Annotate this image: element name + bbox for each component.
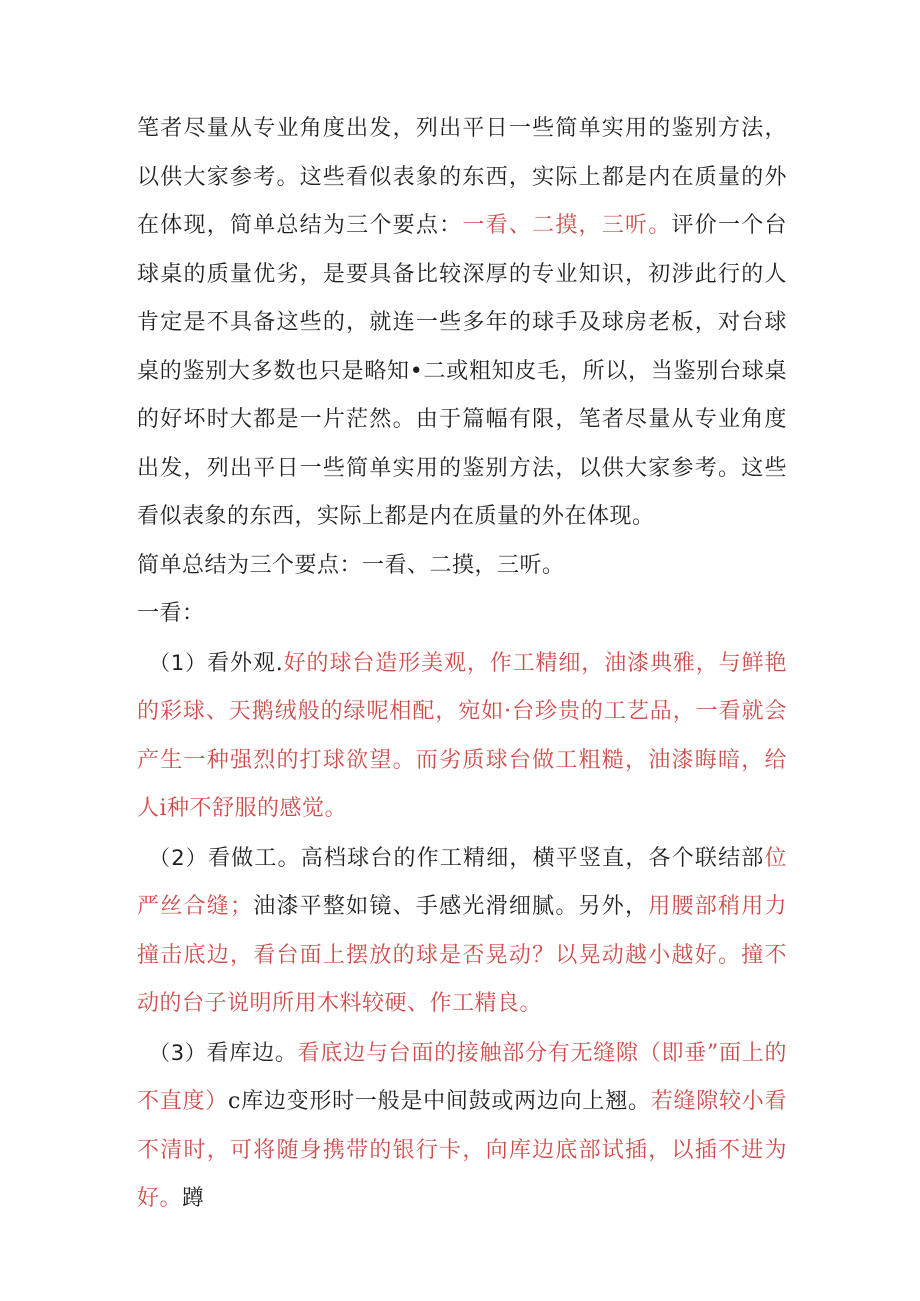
item-highlight-text: 用腰部稍用力撞击底边，看台面上摆放的球是否晃动？以晃动越小越好。撞不动的台子说明所用木料较硬、作工精良。	[137, 894, 787, 1016]
intro-text-a: 笔者尽量从专业角度出发，列出平日一些简单实用的鉴别方法，以供大家参考。这些看似表象的东西，实际上都是内在质量的外在体现，简单总结为三个要点：	[137, 116, 787, 238]
intro-paragraph	[137, 105, 787, 542]
item-number: （3）	[149, 1040, 207, 1065]
item-title: 看外观.	[207, 650, 284, 676]
intro-three-points-highlight: 一看、二摸，三听。	[462, 213, 672, 238]
item-cushion	[137, 1029, 787, 1224]
item-highlight-text: 看底边与台面的接触部分有无缝隙（即垂”面上的不直度）	[137, 1040, 787, 1114]
document-page	[137, 105, 787, 1224]
item-text: 蹲	[182, 1186, 205, 1211]
item-text: 看库边。	[206, 1040, 298, 1066]
intro-text-b: 评价一个台球桌的质量优劣，是要具备比较深厚的专业知识，初涉此行的人肯定是不具备这些的，就连一些多年的球手及球房老板，对台球桌的鉴别大多数也只是略知•二或粗知皮毛，所以，当鉴别台球桌的好坏时大都是一片茫然。由于篇幅有限，笔者尽量从专业角度出发，列出平日一些简单实用的鉴别方法，以供大家参考。这些看似表象的东西，实际上都是内在质量的外在体现。	[137, 213, 787, 529]
item-text: c库边变形时一般是中间鼓或两边向上翘。	[228, 1089, 651, 1114]
section-heading-look: 一看：	[137, 601, 205, 626]
item-number: （1）	[149, 650, 208, 675]
item-appearance	[137, 639, 787, 834]
item-highlight-text: 好的球台造形美观，作工精细，油漆典雅，与鲜艳的彩球、天鹅绒般的绿呢相配，宛如·台珍贵的工艺品，一看就会产生一种强烈的打球欲望。而劣质球台做工粗糙，油漆晦暗，给人i种不舒服的感觉。	[137, 650, 787, 821]
item-highlight-text: 若缝隙较小看不清时，可将随身携带的银行卡，向库边底部试插，以插不进为好。	[137, 1089, 787, 1211]
item-workmanship	[137, 834, 787, 1029]
item-text: 油漆平整如镜、手感光滑细腻。另外，	[252, 894, 649, 919]
item-number: （2）	[149, 845, 208, 870]
item-highlight-text: 位严丝合缝；	[137, 845, 787, 919]
item-text: 看做工。高档球台的作工精细，横平竖直，各个联结部	[207, 845, 765, 871]
summary-paragraph: 简单总结为三个要点：一看、二摸，三听。	[137, 552, 565, 578]
